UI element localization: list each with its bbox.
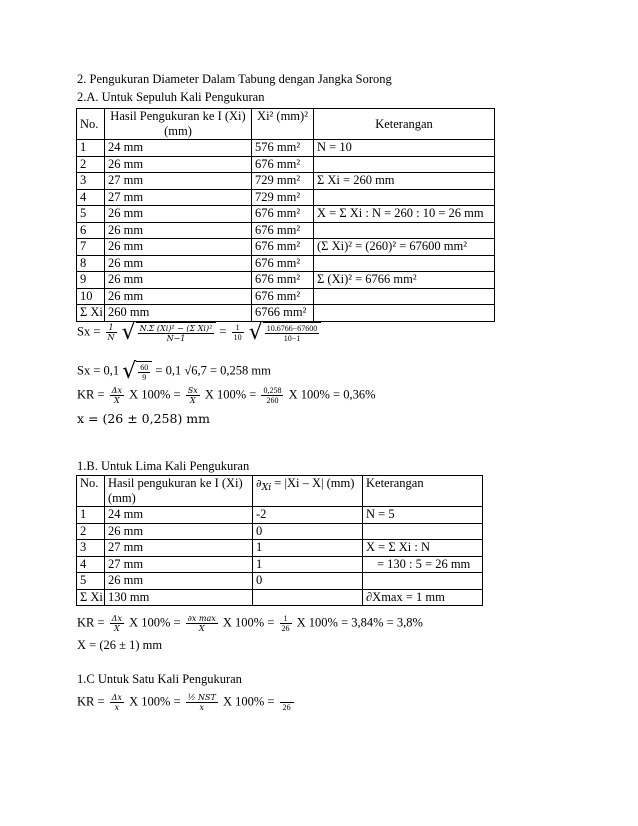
kr-formula-c bbox=[77, 693, 296, 712]
table-row bbox=[77, 573, 483, 590]
table-cell: 2 bbox=[77, 523, 105, 540]
table-row bbox=[77, 156, 495, 173]
table-cell: 5 bbox=[77, 573, 105, 590]
sx-formula bbox=[77, 320, 321, 345]
table-cell: 676 mm² bbox=[252, 156, 314, 173]
table-cell: 676 mm² bbox=[252, 222, 314, 239]
sx2-rest: = 0,1 √6,7 = 0,258 mm bbox=[155, 363, 271, 378]
section-a-title: 2.A. Untuk Sepuluh Kali Pengukuran bbox=[77, 90, 265, 104]
table-cell: 3 bbox=[77, 173, 105, 190]
table-cell: 27 mm bbox=[105, 173, 252, 190]
table-cell: 0 bbox=[253, 523, 363, 540]
table-cell: 24 mm bbox=[105, 507, 253, 524]
table-cell: 1 bbox=[77, 507, 105, 524]
table-cell: 6766 mm² bbox=[252, 305, 314, 322]
table-cell: N = 10 bbox=[314, 140, 495, 157]
equals-sign: = bbox=[219, 324, 227, 339]
sqrt-symbol: √ $\frac{\text{N.Σ (Xi)² − (Σ Xi)²}}{N-1}$ bbox=[122, 320, 217, 345]
table-cell: 1 bbox=[253, 556, 363, 573]
table-header-row bbox=[77, 476, 483, 507]
kr-text-2: X 100% = bbox=[222, 615, 275, 630]
table-cell: ∂Xmax = 1 mm bbox=[363, 589, 483, 606]
kr-label: KR = bbox=[77, 387, 105, 402]
table-cell: 729 mm² bbox=[252, 173, 314, 190]
table-cell: 7 bbox=[77, 239, 105, 256]
table-cell: 26 mm bbox=[105, 272, 252, 289]
table-row bbox=[77, 507, 483, 524]
sx-label: Sx = bbox=[77, 324, 101, 339]
table-cell: 26 mm bbox=[105, 573, 253, 590]
sqrt-symbol-2: √ $\frac{10.6766-67600}{10-1}$ bbox=[249, 320, 322, 345]
table-cell: 5 bbox=[77, 206, 105, 223]
sqrt-60-over-9: √ $\frac{60}{9}$ bbox=[122, 359, 152, 384]
kr-text-1: X 100% = bbox=[129, 694, 181, 709]
table-cell: 576 mm² bbox=[252, 140, 314, 157]
kr-text-3: X 100% = 0,36% bbox=[288, 387, 376, 402]
table-cell bbox=[314, 156, 495, 173]
fraction-1-over-10: $\frac{1}{10}$ bbox=[233, 323, 242, 342]
table-row bbox=[77, 239, 495, 256]
table-cell: 26 mm bbox=[105, 523, 253, 540]
header-deviation: $\partial_{Xi} = |Xi - X|$ (mm) bbox=[253, 476, 363, 507]
table-cell: Σ Xi bbox=[77, 305, 105, 322]
table-row bbox=[77, 556, 483, 573]
table-row bbox=[77, 288, 495, 305]
table-cell: 27 mm bbox=[105, 556, 253, 573]
table-row bbox=[77, 206, 495, 223]
main-heading: 2. Pengukuran Diameter Dalam Tabung dengan Jangka Sorong bbox=[77, 72, 392, 86]
fraction-dx-over-x: $\frac{\Delta x}{X}$ bbox=[111, 386, 122, 405]
kr-formula-a bbox=[77, 386, 376, 405]
table-cell: 1 bbox=[253, 540, 363, 557]
table-cell: (Σ Xi)² = (260)² = 67600 mm² bbox=[314, 239, 495, 256]
table-cell: 6 bbox=[77, 222, 105, 239]
table-cell: X = Σ Xi : N = 260 : 10 = 26 mm bbox=[314, 206, 495, 223]
table-five-measurements bbox=[76, 475, 483, 606]
header-no: No. bbox=[77, 476, 105, 507]
table-cell: 130 mm bbox=[105, 589, 253, 606]
fraction-sx-over-x: $\frac{Sx}{X}$ bbox=[187, 386, 198, 405]
table-cell bbox=[314, 288, 495, 305]
table-row bbox=[77, 272, 495, 289]
fraction-1-over-26: $\frac{1}{26}$ bbox=[281, 614, 290, 633]
table-cell: 26 mm bbox=[105, 255, 252, 272]
table-cell: Σ Xi bbox=[77, 589, 105, 606]
table-row bbox=[77, 140, 495, 157]
table-cell bbox=[363, 523, 483, 540]
section-b-title: 1.B. Untuk Lima Kali Pengukuran bbox=[77, 459, 250, 473]
header-no: No. bbox=[77, 109, 105, 140]
table-cell: 676 mm² bbox=[252, 206, 314, 223]
fraction-1-over-n: $\frac{1}{N}$ bbox=[107, 323, 115, 342]
table-cell bbox=[314, 255, 495, 272]
result-b: X = (26 ± 1) mm bbox=[77, 638, 163, 652]
table-header-row bbox=[77, 109, 495, 140]
section-c-title: 1.C Untuk Satu Kali Pengukuran bbox=[77, 672, 242, 686]
kr-label: KR = bbox=[77, 694, 105, 709]
table-cell: 676 mm² bbox=[252, 239, 314, 256]
table-cell bbox=[314, 222, 495, 239]
table-cell: 3 bbox=[77, 540, 105, 557]
table-cell: 4 bbox=[77, 189, 105, 206]
table-cell: 27 mm bbox=[105, 189, 252, 206]
header-keterangan: Keterangan bbox=[314, 109, 495, 140]
kr-formula-b bbox=[77, 614, 423, 633]
table-cell: 26 mm bbox=[105, 222, 252, 239]
table-cell bbox=[314, 189, 495, 206]
table-cell: N = 5 bbox=[363, 507, 483, 524]
table-cell: 676 mm² bbox=[252, 255, 314, 272]
sx2-label: Sx = 0,1 bbox=[77, 363, 120, 378]
fraction-dxmax-over-x: $\frac{\text{∂x max}}{X}$ bbox=[187, 614, 216, 633]
table-cell: 260 mm bbox=[105, 305, 252, 322]
table-cell: 676 mm² bbox=[252, 288, 314, 305]
table-cell: 26 mm bbox=[105, 206, 252, 223]
table-cell bbox=[363, 573, 483, 590]
table-cell: 676 mm² bbox=[252, 272, 314, 289]
fraction-dx-over-x: $\frac{\Delta x}{X}$ bbox=[111, 614, 122, 633]
table-cell: 24 mm bbox=[105, 140, 252, 157]
table-cell: 1 bbox=[77, 140, 105, 157]
kr-text-2: X 100% = bbox=[222, 694, 275, 709]
table-row bbox=[77, 189, 495, 206]
table-cell: 4 bbox=[77, 556, 105, 573]
table-cell: 9 bbox=[77, 272, 105, 289]
table-cell: X = Σ Xi : N bbox=[363, 540, 483, 557]
table-row bbox=[77, 173, 495, 190]
header-xi-squared: Xi² (mm)² bbox=[252, 109, 314, 140]
kr-text-2: X 100% = bbox=[204, 387, 257, 402]
fraction-half-nst-over-x: $\frac{\text{½ NST}}{x}$ bbox=[187, 693, 216, 712]
kr-text-3: X 100% = 3,84% = 3,8% bbox=[296, 615, 423, 630]
kr-text-1: X 100% = bbox=[129, 387, 181, 402]
table-row bbox=[77, 222, 495, 239]
fraction-blank-over-26: 26 bbox=[280, 693, 294, 712]
table-cell bbox=[314, 305, 495, 322]
result-a: x = (26 ± 0,258) mm bbox=[77, 411, 211, 426]
table-row bbox=[77, 523, 483, 540]
table-cell: -2 bbox=[253, 507, 363, 524]
table-cell: 729 mm² bbox=[252, 189, 314, 206]
kr-label: KR = bbox=[77, 615, 105, 630]
table-row bbox=[77, 305, 495, 322]
table-ten-measurements bbox=[76, 108, 495, 322]
table-cell bbox=[253, 589, 363, 606]
header-keterangan: Keterangan bbox=[363, 476, 483, 507]
table-row bbox=[77, 540, 483, 557]
header-xi: Hasil Pengukuran ke I (Xi) (mm) bbox=[105, 109, 252, 140]
table-cell: 27 mm bbox=[105, 540, 253, 557]
table-row bbox=[77, 255, 495, 272]
sx-result bbox=[77, 359, 271, 384]
table-cell: 26 mm bbox=[105, 239, 252, 256]
table-cell: = 130 : 5 = 26 mm bbox=[363, 556, 483, 573]
table-cell: 26 mm bbox=[105, 156, 252, 173]
table-cell: 8 bbox=[77, 255, 105, 272]
table-cell: Σ Xi = 260 mm bbox=[314, 173, 495, 190]
fraction-0258-over-260: $\frac{0,258}{260}$ bbox=[263, 386, 282, 405]
fraction-dx-over-x: $\frac{\Delta x}{x}$ bbox=[111, 693, 122, 712]
table-cell: Σ (Xi)² = 6766 mm² bbox=[314, 272, 495, 289]
kr-text-1: X 100% = bbox=[129, 615, 181, 630]
table-cell: 26 mm bbox=[105, 288, 252, 305]
header-xi: Hasil pengukuran ke I (Xi) (mm) bbox=[105, 476, 253, 507]
table-row bbox=[77, 589, 483, 606]
table-cell: 10 bbox=[77, 288, 105, 305]
table-cell: 2 bbox=[77, 156, 105, 173]
table-cell: 0 bbox=[253, 573, 363, 590]
